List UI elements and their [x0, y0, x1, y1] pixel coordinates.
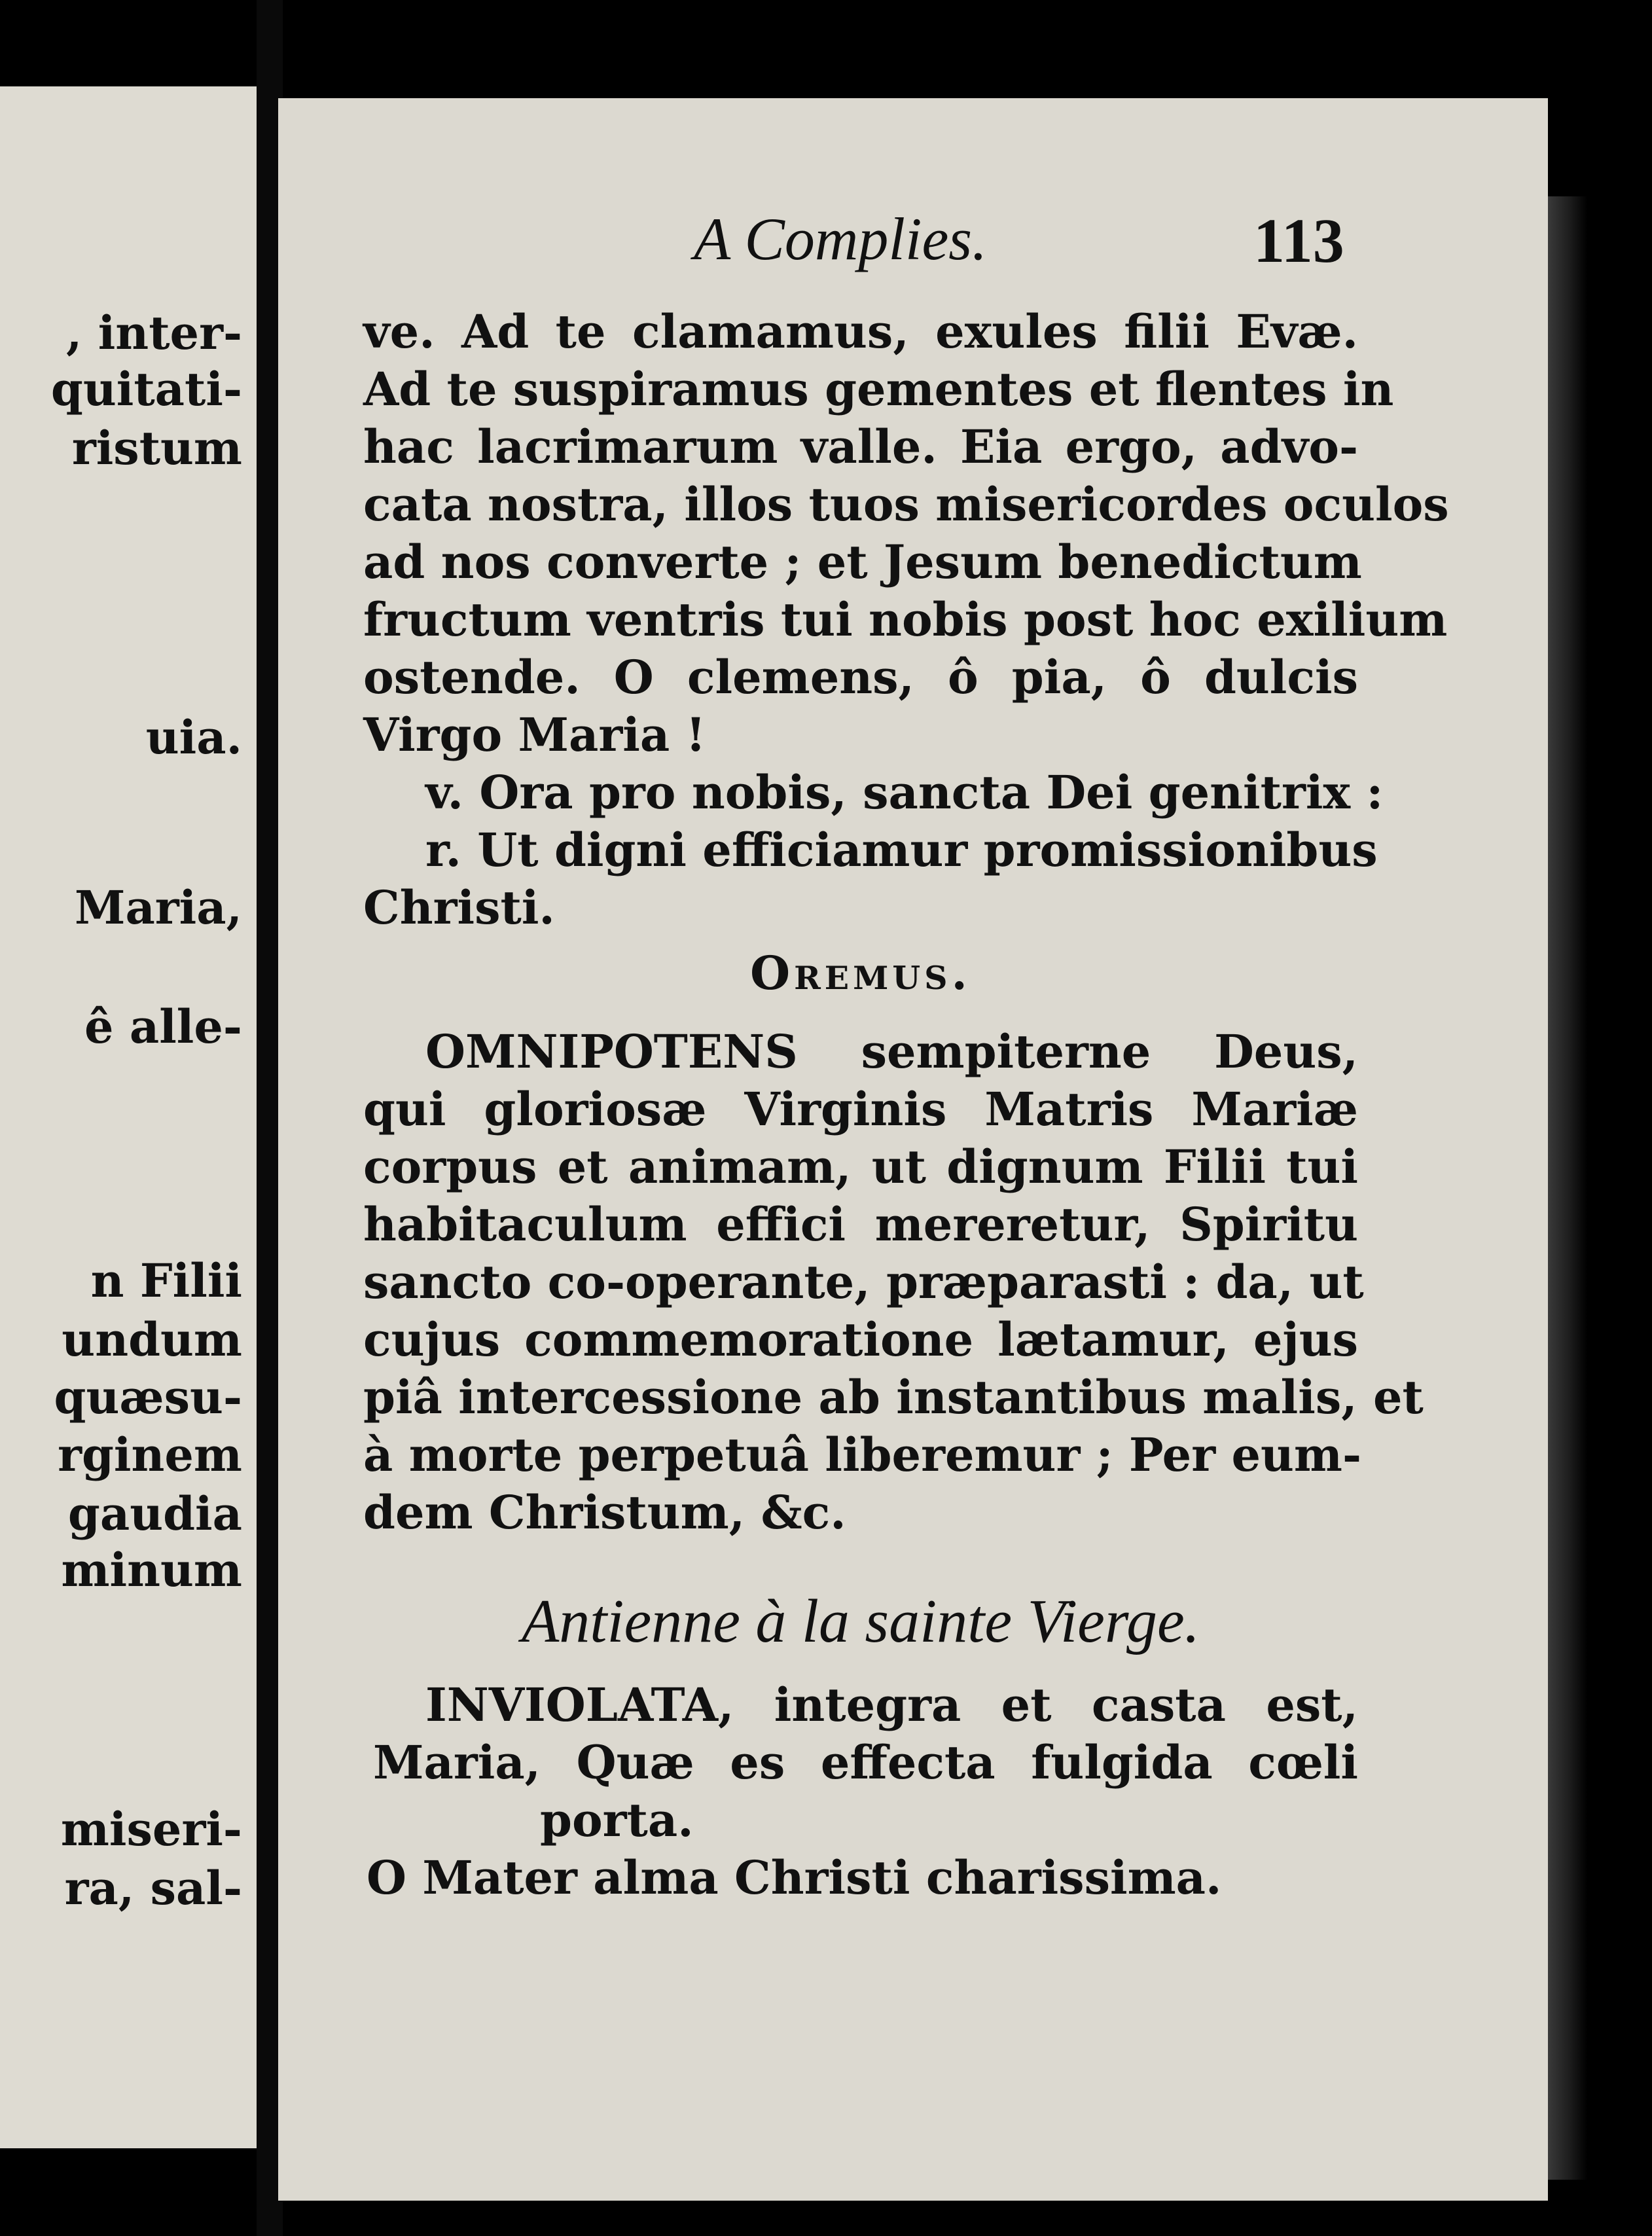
prayer-line: habitaculum effici mereretur, Spiritu — [363, 1197, 1358, 1252]
left-fragment: undum — [62, 1312, 242, 1367]
left-fragment: , inter- — [65, 306, 242, 360]
left-fragment: n Filii — [90, 1253, 242, 1308]
text-line: Virgo Maria ! — [363, 708, 706, 762]
left-fragment: ristum — [71, 421, 242, 475]
prayer-line: qui gloriosæ Virginis Matris Mariæ — [363, 1082, 1358, 1136]
antienne-line: O Mater alma Christi charissima. — [367, 1850, 1222, 1905]
prayer-line: OMNIPOTENS sempiterne Deus, — [425, 1024, 1358, 1079]
prayer-line: dem Christum, &c. — [363, 1485, 846, 1540]
left-fragment: ra, sal- — [64, 1861, 242, 1915]
antienne-line: INVIOLATA, integra et casta est, — [425, 1678, 1358, 1732]
left-page — [0, 86, 257, 2148]
left-fragment: rginem — [58, 1428, 242, 1482]
text-line: fructum ventris tui nobis post hoc exilium — [363, 592, 1448, 647]
antienne-heading: Antienne à la sainte Vierge. — [521, 1587, 1200, 1655]
left-fragment: quitati- — [50, 362, 242, 416]
left-fragment: Maria, — [74, 880, 242, 935]
prayer-line: cujus commemoratione lætamur, ejus — [363, 1312, 1358, 1367]
running-head: A Complies. — [694, 206, 988, 272]
text-line: cata nostra, illos tuos misericordes oculos — [363, 477, 1449, 532]
antienne-line: porta. — [540, 1793, 694, 1847]
text-line: Christi. — [363, 880, 555, 935]
left-fragment: gaudia — [67, 1487, 242, 1541]
oremus-heading: Oremus. — [750, 946, 971, 1000]
left-fragment: miseri- — [60, 1802, 242, 1856]
left-fragment: ê alle- — [84, 1000, 242, 1054]
text-line: ostende. O clemens, ô pia, ô dulcis — [363, 650, 1358, 704]
text-line: Ad te suspiramus gementes et flentes in — [363, 362, 1394, 416]
text-line: ve. Ad te clamamus, exules filii Evæ. — [363, 304, 1358, 359]
page-edge-shadow — [1548, 196, 1587, 2180]
antienne-line: Maria, Quæ es effecta fulgida cœli — [373, 1735, 1358, 1790]
text-line: hac lacrimarum valle. Eia ergo, advo- — [363, 420, 1358, 474]
left-fragment: minum — [61, 1543, 242, 1597]
prayer-line: corpus et animam, ut dignum Filii tui — [363, 1140, 1358, 1194]
prayer-line: sancto co-operante, præparasti : da, ut — [363, 1255, 1364, 1309]
page-number: 113 — [1253, 206, 1344, 276]
text-line: ad nos converte ; et Jesum benedictum — [363, 535, 1362, 589]
left-fragment: quæsu- — [54, 1370, 242, 1424]
prayer-line: à morte perpetuâ liberemur ; Per eum- — [363, 1428, 1361, 1482]
prayer-line: piâ intercessione ab instantibus malis, et — [363, 1370, 1424, 1424]
left-fragment: uia. — [145, 710, 242, 765]
response-line: r. Ut digni efficiamur promissionibus — [425, 823, 1378, 877]
versicle-line: v. Ora pro nobis, sancta Dei genitrix : — [425, 765, 1384, 820]
